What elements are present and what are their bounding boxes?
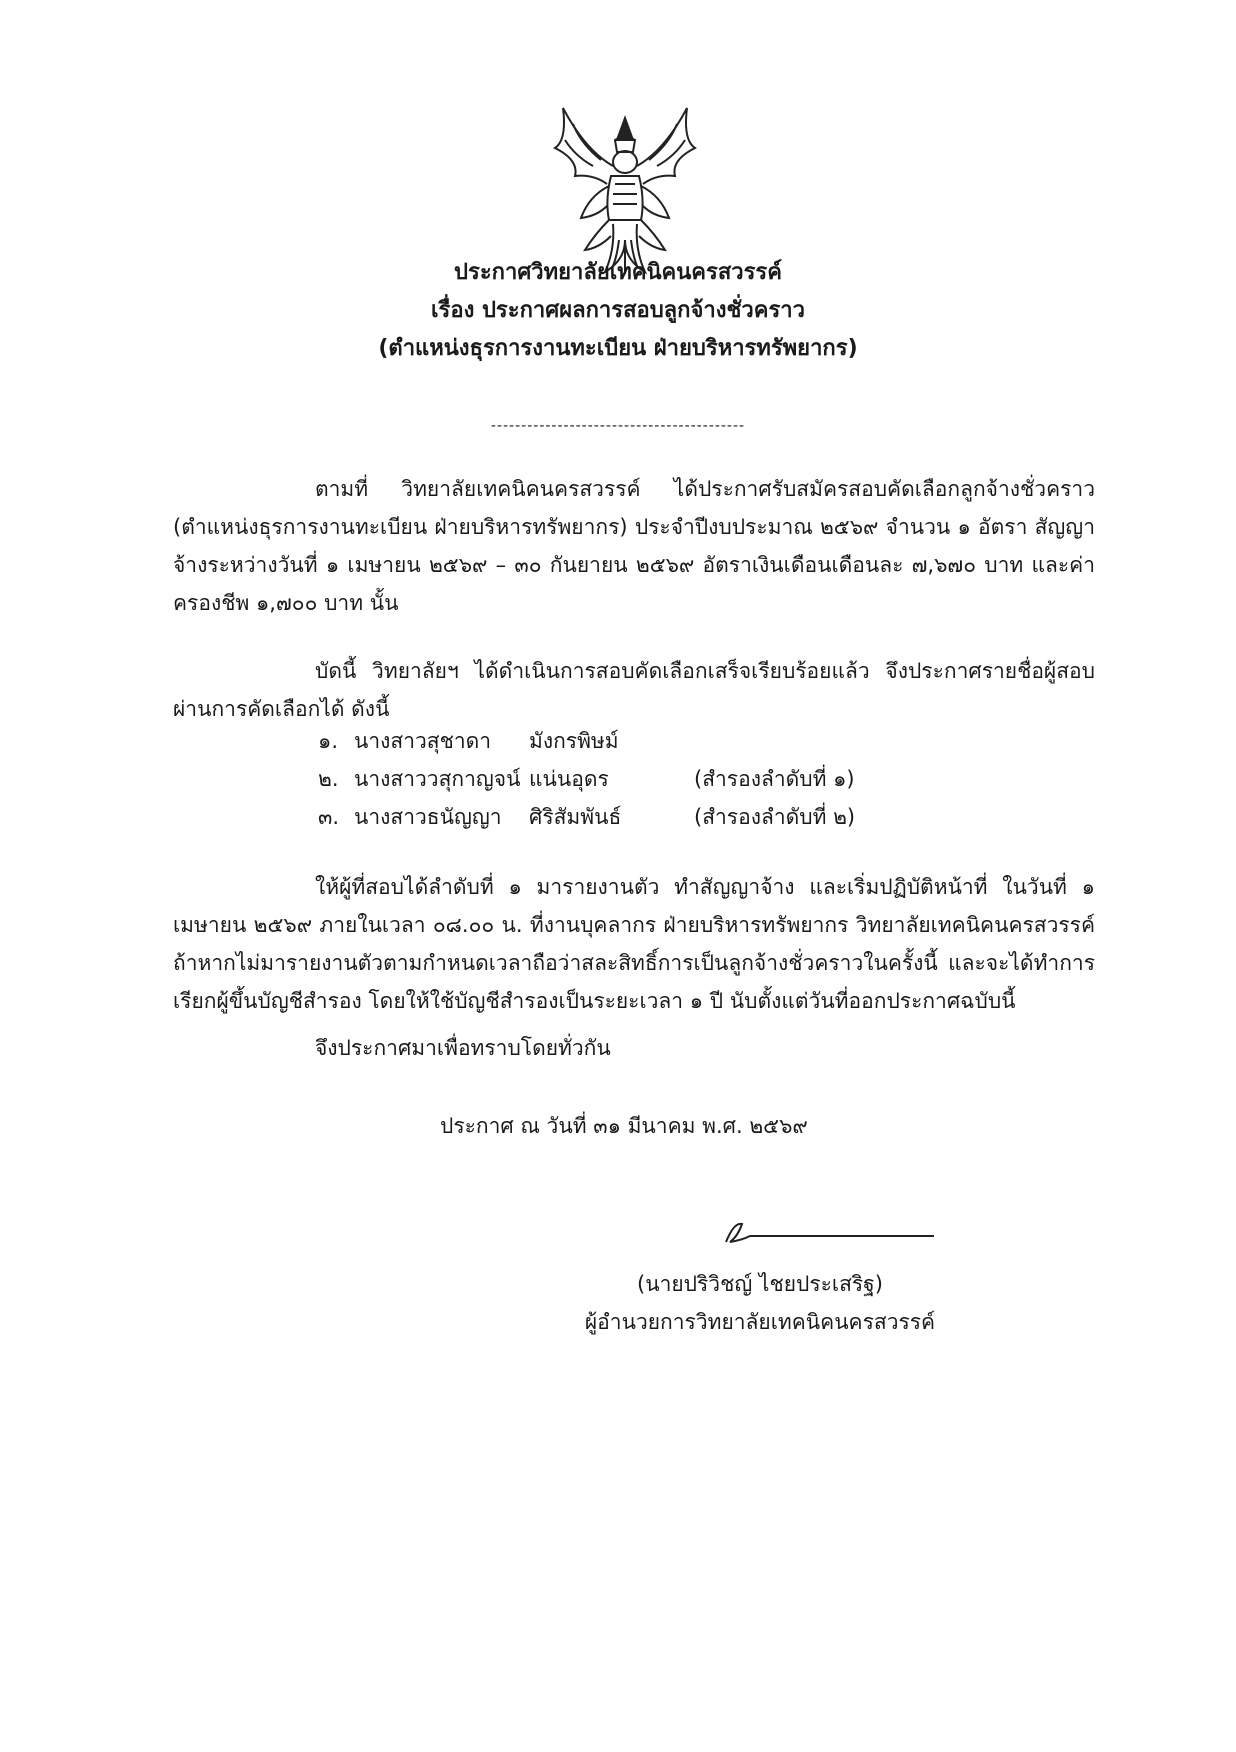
signatory-title: ผู้อำนวยการวิทยาลัยเทคนิคนครสวรรค์ [584, 1310, 936, 1334]
paragraph-result-text: บัดนี้ วิทยาลัยฯ ได้ดำเนินการสอบคัดเลือกเสร็จเรียบร้อยแล้ว จึงประกาศรายชื่อผู้สอบผ่านการคัดเลือกได้ ดังนี้ [173, 659, 1095, 721]
signature-mark [720, 1212, 940, 1252]
candidate-list [318, 722, 855, 836]
candidate-surname: มังกรพิษม์ [529, 729, 619, 753]
candidate-name: นางสาวสุชาดา [354, 729, 492, 753]
closing-statement: จึงประกาศมาเพื่อทราบโดยทั่วกัน [315, 1036, 611, 1060]
separator-line: ------------------------------------------ [490, 418, 746, 434]
list-item [318, 722, 855, 760]
candidate-number: ๓. [318, 805, 340, 829]
candidate-surname: แน่นอุดร [529, 767, 609, 791]
signatory-name: (นายปริวิชญ์ ไชยประเสริฐ) [637, 1272, 883, 1296]
candidate-name: นางสาวธนัญญา [354, 805, 502, 829]
garuda-emblem-icon [545, 100, 705, 280]
paragraph-instructions-text: ให้ผู้ที่สอบได้ลำดับที่ ๑ มารายงานตัว ทำสัญญาจ้าง และเริ่มปฏิบัติหน้าที่ ในวันที่ ๑ เมษายน ๒๕๖๙ ภายในเวลา ๐๘.๐๐ น. ที่งานบุคลากร ฝ่ายบริหารทรัพยากร วิทยาลัยเทคนิคนครสวรรค์ ถ้าหากไม่มารายงานตัวตามกำหนดเวลาถือว่าสละสิทธิ์การเป็นลูกจ้างชั่วคราวในครั้งนี้ และจะได้ทำการเรียกผู้ขึ้นบัญชีสำรอง โดยให้ใช้บัญชีสำรองเป็นระยะเวลา ๑ ปี นับตั้งแต่วันที่ออกประกาศฉบับนี้ [173, 875, 1095, 1013]
candidate-surname: ศิริสัมพันธ์ [529, 805, 622, 829]
announcement-title: ประกาศวิทยาลัยเทคนิคนครสวรรค์ [454, 260, 782, 285]
announcement-subject: เรื่อง ประกาศผลการสอบลูกจ้างชั่วคราว [431, 298, 805, 323]
candidate-note: (สำรองลำดับที่ ๒) [694, 805, 856, 829]
announcement-date: ประกาศ ณ วันที่ ๓๑ มีนาคม พ.ศ. ๒๕๖๙ [440, 1114, 808, 1138]
candidate-name: นางสาววสุกาญจน์ [354, 767, 521, 791]
list-item [318, 798, 855, 836]
paragraph-instructions [173, 868, 1095, 1020]
candidate-number: ๒. [318, 767, 339, 791]
list-item [318, 760, 855, 798]
candidate-note: (สำรองลำดับที่ ๑) [694, 767, 855, 791]
paragraph-result [173, 652, 1095, 728]
candidate-number: ๑. [318, 729, 339, 753]
paragraph-background [173, 470, 1095, 622]
announcement-position: (ตำแหน่งธุรการงานทะเบียน ฝ่ายบริหารทรัพยากร) [378, 336, 858, 361]
paragraph-background-text: ตามที่ วิทยาลัยเทคนิคนครสวรรค์ ได้ประกาศรับสมัครสอบคัดเลือกลูกจ้างชั่วคราว (ตำแหน่งธุรการงานทะเบียน ฝ่ายบริหารทรัพยากร) ประจำปีงบประมาณ ๒๕๖๙ จำนวน ๑ อัตรา สัญญาจ้างระหว่างวันที่ ๑ เมษายน ๒๕๖๙ – ๓๐ กันยายน ๒๕๖๙ อัตราเงินเดือนเดือนละ ๗,๖๗๐ บาท และค่าครองชีพ ๑,๗๐๐ บาท นั้น [173, 477, 1095, 615]
